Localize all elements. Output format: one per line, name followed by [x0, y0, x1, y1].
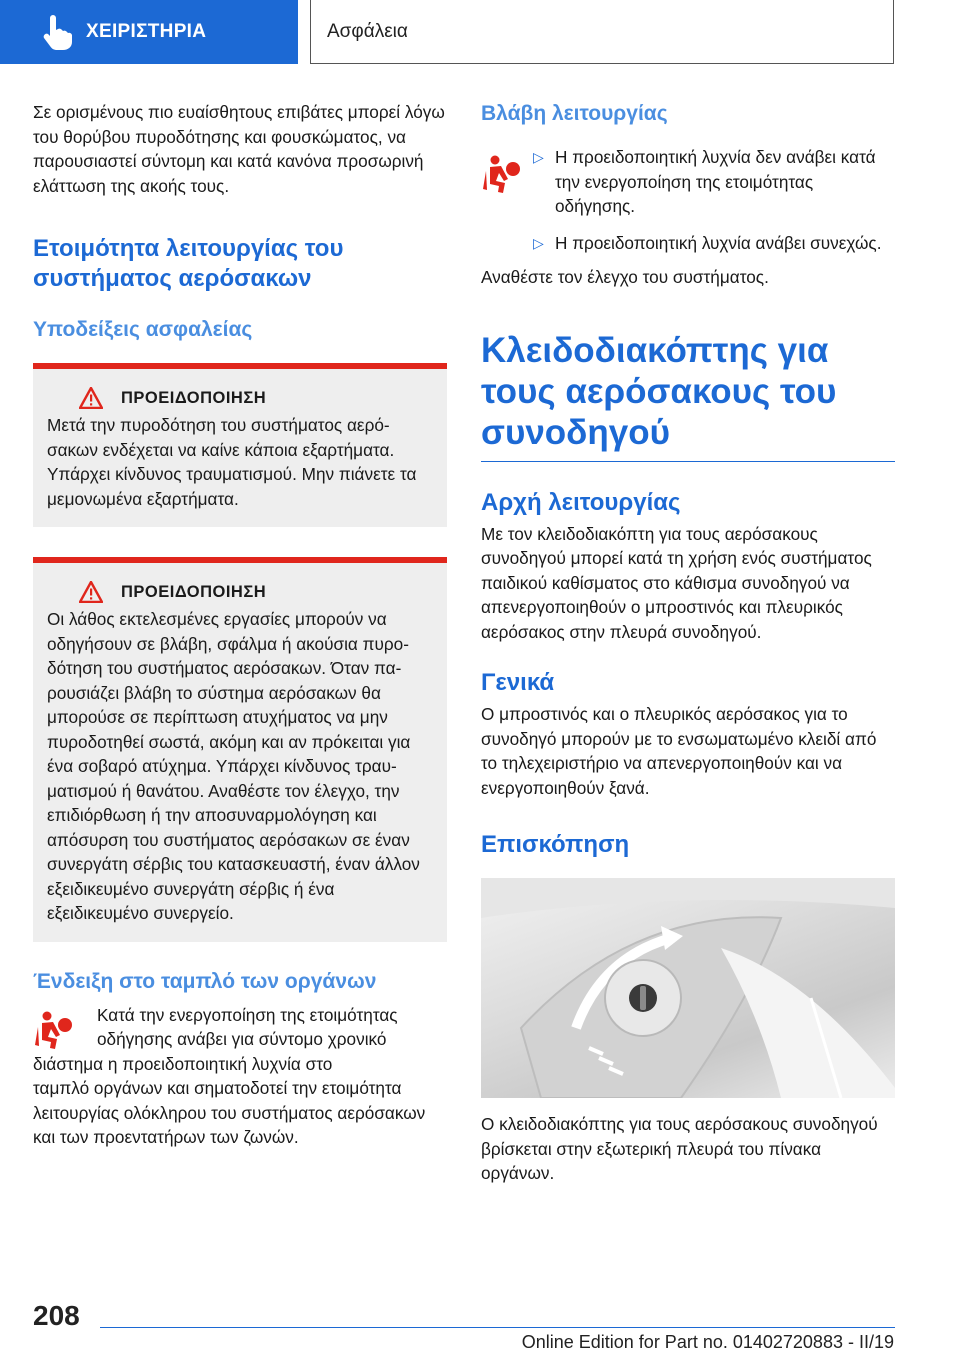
key-switch-photo: [481, 878, 895, 1098]
list-item: [533, 145, 895, 219]
general-heading: Γενικά: [481, 669, 555, 696]
fault-list: [481, 145, 895, 255]
chapter-title-text: Ασφάλεια: [327, 20, 408, 42]
cluster-text-b: ταμπλό οργάνων και σηματοδοτεί την ετοιμότητα λειτουργίας ολόκληρου του συστήματος αερόσακων και των προεντατήρων των ζωνών.: [33, 1078, 426, 1147]
key-switch-illustration: [481, 878, 895, 1098]
footer-divider: [100, 1327, 895, 1328]
readiness-heading: Ετοιμότητα λειτουργίας του συστήματος αερόσακων: [33, 235, 344, 292]
page-number: 208: [33, 1300, 80, 1331]
principle-heading: Αρχή λειτουργίας: [481, 488, 681, 516]
cluster-paragraph: [33, 1003, 447, 1150]
warning-box-2: [33, 557, 447, 942]
fault-action: Αναθέστε τον έλεγχο του συστήματος.: [481, 267, 769, 287]
hand-pointer-icon: [36, 12, 76, 52]
warning-title: ΠΡΟΕΙΔΟΠΟΙΗΣΗ: [121, 388, 267, 407]
airbag-warning-icon: [481, 153, 523, 195]
manual-section-label: ΧΕΙΡΙΣΤΗΡΙΑ: [86, 21, 207, 42]
cluster-text-a: Κατά την ενεργοποίηση της ετοιμότητας οδήγησης ανάβει για σύντομο χρονικό διάστημα η προειδοποιητική λυχνία στο: [33, 1004, 398, 1074]
manual-section-tab[interactable]: [0, 0, 298, 64]
general-text: Ο μπροστινός και ο πλευρικός αερόσακος για το συνοδηγό μπορούν με το ενσωματωμένο κλειδί από το τηλεχειριστήριο να απενεργοποιηθούν και να ενεργοποιηθούν ξανά.: [481, 704, 877, 798]
left-column: [33, 100, 447, 1150]
chapter-title: [310, 0, 894, 64]
warning-text: Μετά την πυροδότηση του συστήματος αερόσακων ενδέχεται να καίνε κάποια εξαρτήματα. Υπάρχει κίνδυνος τραυματισμού. Μην πιάνετε τα μεμονωμένα εξαρτήματα.: [47, 415, 417, 509]
airbag-warning-icon: [33, 1009, 75, 1051]
warning-triangle-icon: [79, 581, 103, 603]
right-column: [481, 100, 895, 1186]
warning-text: Οι λάθος εκτελεσμένες εργασίες μπορούν να οδηγήσουν σε βλάβη, σφάλμα ή ακούσια πυροδότηση του συστήματος αερόσακων. Όταν παρουσιάζει βλάβη το σύστημα αερόσακων θα μπορούσε σε περίπτωση ατυχήματος να μην πυροδοτηθεί σωστά, ακόμη και αν πρόκειται για ένα σοβαρό ατύχημα. Υπάρχει κίνδυνος τραυματισμού ή θανάτου. Αναθέστε τον έλεγχο, την επιδιόρθωση ή την αποσυναρμολόγηση και απόσυρση του συστήματος αερόσακων σε έναν συνεργάτη σέρβις του κατασκευαστή, έναν άλλον εξειδικευμένο συνεργάτη σέρβις ή ένα εξειδικευμένο συνεργείο.: [47, 609, 420, 923]
bullet-triangle-icon: ▷: [533, 234, 544, 251]
overview-heading: Επισκόπηση: [481, 831, 630, 858]
fault-item-text: Η προειδοποιητική λυχνία ανάβει συνεχώς.: [555, 232, 882, 253]
warning-triangle-icon: [79, 387, 103, 409]
warning-box-1: [33, 363, 447, 527]
cluster-heading: Ένδειξη στο ταμπλό των οργάνων: [33, 969, 377, 993]
fault-item-text: Η προειδοποιητική λυχνία δεν ανάβει κατά την ενεργοποίηση της ετοιμότητας οδήγησης.: [555, 147, 876, 216]
fault-heading: Βλάβη λειτουργίας: [481, 102, 668, 125]
warning-title: ΠΡΟΕΙΔΟΠΟΙΗΣΗ: [121, 582, 267, 601]
edition-footer[interactable]: Online Edition for Part no. 01402720883 - II/19: [521, 1332, 894, 1352]
intro-paragraph: Σε ορισμένους πιο ευαίσθητους επιβάτες μπορεί λόγω του θορύβου πυροδότησης και φουσκώματος, να παρουσιαστεί σύντομη και κατά κανόνα προσωρινή ελάττωση της ακοής τους.: [33, 102, 445, 196]
overview-caption: Ο κλειδοδιακόπτης για τους αερόσακους συνοδηγού βρίσκεται στην εξωτερική πλευρά του πίνακα οργάνων.: [481, 1114, 878, 1183]
safety-heading: Υποδείξεις ασφαλείας: [33, 318, 253, 341]
main-heading: Κλειδοδιακόπτης για τους αερόσακους του συνοδηγού: [481, 330, 837, 452]
list-item: [533, 231, 895, 256]
heading-divider: [481, 461, 895, 462]
bullet-triangle-icon: ▷: [533, 149, 544, 165]
principle-text: Με τον κλειδοδιακόπτη για τους αερόσακους συνοδηγού μπορεί κατά τη χρήση ενός συστήματος παιδικού καθίσματος στο κάθισμα συνοδηγού να απενεργοποιηθούν ο μπροστινός και πλευρικός αερόσακος στην πλευρά συνοδηγού.: [481, 523, 872, 642]
